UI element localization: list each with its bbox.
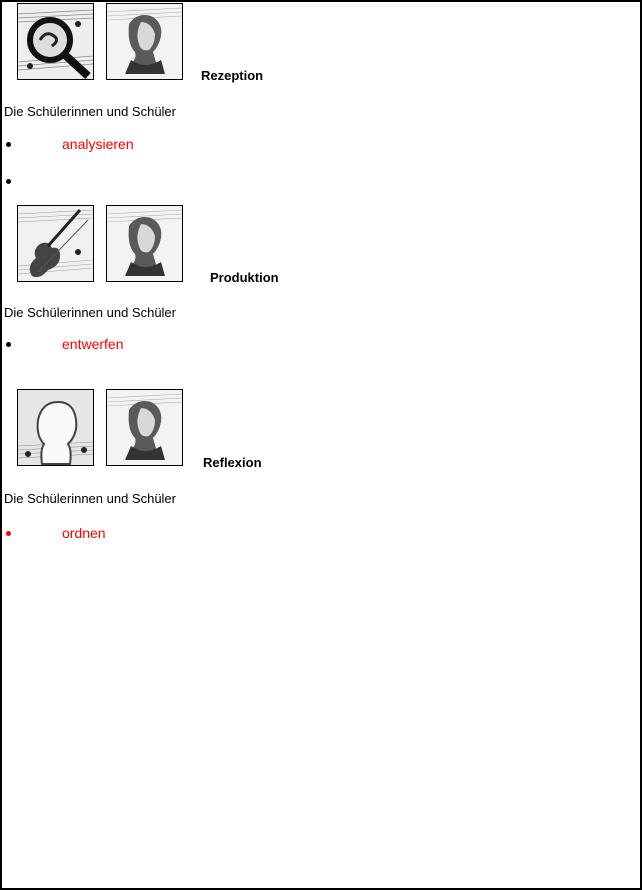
section-heading: Rezeption bbox=[201, 68, 264, 83]
section-intro: Die Schülerinnen und Schüler bbox=[4, 305, 176, 320]
mozart-portrait-icon bbox=[106, 389, 183, 466]
head-silhouette-icon bbox=[17, 389, 94, 466]
bullet-icon bbox=[6, 179, 11, 184]
bullet-label: entwerfen bbox=[62, 336, 124, 352]
bullet-label: ordnen bbox=[62, 525, 106, 541]
produktion-images bbox=[17, 205, 195, 282]
reflexion-images bbox=[17, 389, 195, 466]
rezeption-images bbox=[17, 3, 195, 80]
mozart-portrait-icon bbox=[106, 3, 183, 80]
mozart-portrait-icon bbox=[106, 205, 183, 282]
magnifier-sheet-music-icon bbox=[17, 3, 94, 80]
section-intro: Die Schülerinnen und Schüler bbox=[4, 104, 176, 119]
section-intro: Die Schülerinnen und Schüler bbox=[4, 491, 176, 506]
list-item bbox=[4, 172, 11, 190]
violin-sheet-music-icon bbox=[17, 205, 94, 282]
section-heading: Produktion bbox=[210, 270, 279, 285]
bullet-icon bbox=[6, 142, 11, 147]
bullet-icon bbox=[6, 531, 11, 536]
list-item bbox=[4, 524, 11, 542]
list-item bbox=[4, 335, 11, 353]
section-heading: Reflexion bbox=[203, 455, 262, 470]
bullet-label: analysieren bbox=[62, 136, 134, 152]
bullet-icon bbox=[6, 342, 11, 347]
list-item bbox=[4, 135, 11, 153]
